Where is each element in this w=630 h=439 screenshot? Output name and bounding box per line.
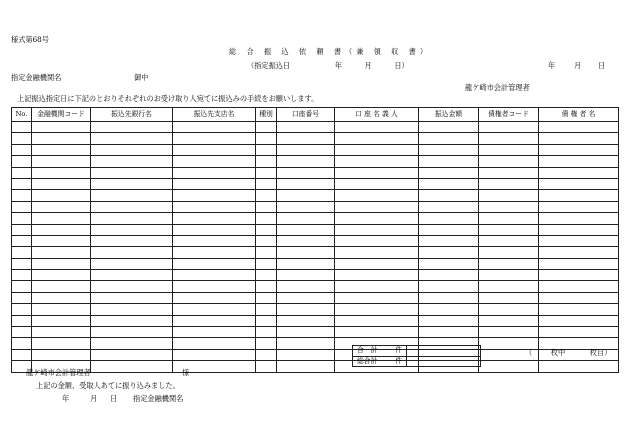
table-cell[interactable] [479,167,539,178]
table-cell[interactable] [32,247,91,258]
table-cell[interactable] [419,315,479,326]
column-header: 口 座 名 義 人 [335,108,419,122]
table-cell[interactable] [12,201,32,212]
table-cell[interactable] [277,304,335,315]
grand-total-unit: 件 [395,356,402,365]
table-cell[interactable] [12,178,32,189]
designated-transfer-date [247,62,409,69]
table-cell[interactable] [277,292,335,303]
table-cell[interactable] [539,304,619,315]
table-cell[interactable] [335,315,419,326]
table-cell[interactable] [335,190,419,201]
receipt-date-month: 月 [90,394,98,403]
table-cell[interactable] [173,281,256,292]
table-cell[interactable] [12,190,32,201]
table-cell[interactable] [91,190,173,201]
table-cell[interactable] [32,224,91,235]
table-cell[interactable] [32,315,91,326]
table-cell[interactable] [335,292,419,303]
table-cell[interactable] [91,349,173,360]
table-cell[interactable] [539,122,619,133]
table-cell[interactable] [539,201,619,212]
table-cell[interactable] [479,281,539,292]
issue-date-day: 日 [598,61,606,70]
table-cell[interactable] [479,258,539,269]
table-cell[interactable] [479,270,539,281]
table-cell[interactable] [173,144,256,155]
table-cell[interactable] [12,349,32,360]
table-cell[interactable] [256,292,277,303]
table-cell[interactable] [32,213,91,224]
table-cell[interactable] [256,315,277,326]
issuer-name: 龍ケ崎市会計管理者 [465,83,530,92]
table-cell[interactable] [173,315,256,326]
table-cell[interactable] [12,304,32,315]
table-cell[interactable] [91,338,173,349]
sheet-count [525,349,611,356]
table-cell[interactable] [32,235,91,246]
table-cell[interactable] [419,178,479,189]
table-cell[interactable] [419,247,479,258]
table-cell[interactable] [32,156,91,167]
table-cell[interactable] [419,258,479,269]
table-cell[interactable] [479,361,539,372]
table-cell[interactable] [539,167,619,178]
table-cell[interactable] [419,235,479,246]
table-cell[interactable] [91,315,173,326]
table-cell[interactable] [335,201,419,212]
table-cell[interactable] [173,190,256,201]
table-row [12,201,619,212]
table-cell[interactable] [32,349,91,360]
table-cell[interactable] [335,178,419,189]
document-title: 総 合 振 込 依 頼 書（兼 領 収 書） [229,47,432,56]
table-cell[interactable] [419,201,479,212]
table-row [12,247,619,258]
table-cell[interactable] [173,258,256,269]
table-cell[interactable] [32,327,91,338]
table-cell[interactable] [277,361,335,372]
table-cell[interactable] [12,213,32,224]
table-cell[interactable] [12,144,32,155]
table-cell[interactable] [277,122,335,133]
table-cell[interactable] [32,122,91,133]
table-row [12,178,619,189]
table-cell[interactable] [539,213,619,224]
table-cell[interactable] [173,304,256,315]
table-cell[interactable] [419,144,479,155]
table-cell[interactable] [256,361,277,372]
table-cell[interactable] [539,133,619,144]
table-cell[interactable] [173,327,256,338]
table-cell[interactable] [277,224,335,235]
table-cell[interactable] [256,270,277,281]
table-cell[interactable] [256,235,277,246]
table-cell[interactable] [419,167,479,178]
table-cell[interactable] [12,133,32,144]
table-cell[interactable] [479,327,539,338]
table-cell[interactable] [277,258,335,269]
table-cell[interactable] [256,338,277,349]
issue-date-month: 月 [574,61,582,70]
table-cell[interactable] [256,349,277,360]
table-cell[interactable] [32,190,91,201]
table-cell[interactable] [32,178,91,189]
column-header: 振込金額 [419,108,479,122]
table-cell[interactable] [173,224,256,235]
table-cell[interactable] [539,156,619,167]
designated-date-label: （指定振込日 [247,61,291,70]
table-cell[interactable] [419,190,479,201]
table-cell[interactable] [91,235,173,246]
table-row [12,167,619,178]
totals-table [352,345,481,367]
table-cell[interactable] [335,156,419,167]
table-row [12,304,619,315]
table-cell[interactable] [277,144,335,155]
table-row [12,213,619,224]
receipt-date-year: 年 [62,394,70,403]
sheet-count-page: 枚目） [589,348,612,357]
table-cell[interactable] [539,235,619,246]
table-cell[interactable] [539,190,619,201]
table-cell[interactable] [173,247,256,258]
table-cell[interactable] [335,235,419,246]
table-cell[interactable] [479,156,539,167]
table-row [12,270,619,281]
table-cell[interactable] [419,213,479,224]
transfer-table [11,107,619,373]
grand-total-label-cell [353,356,407,367]
table-cell[interactable] [277,201,335,212]
issue-date-year: 年 [548,61,556,70]
table-cell[interactable] [173,270,256,281]
table-cell[interactable] [539,281,619,292]
table-row [12,224,619,235]
table-cell[interactable] [479,247,539,258]
table-cell[interactable] [335,281,419,292]
table-cell[interactable] [419,122,479,133]
table-cell[interactable] [12,327,32,338]
column-header: 口座番号 [277,108,335,122]
table-cell[interactable] [32,281,91,292]
table-cell[interactable] [173,292,256,303]
table-cell[interactable] [539,361,619,372]
table-cell[interactable] [277,167,335,178]
table-cell[interactable] [12,122,32,133]
table-row [12,133,619,144]
table-cell[interactable] [277,327,335,338]
table-cell[interactable] [419,304,479,315]
table-cell[interactable] [539,270,619,281]
table-cell[interactable] [335,167,419,178]
table-cell[interactable] [479,178,539,189]
table-cell[interactable] [419,270,479,281]
designated-date-month: 月 [364,61,372,70]
table-cell[interactable] [12,156,32,167]
table-cell[interactable] [539,292,619,303]
table-cell[interactable] [12,167,32,178]
table-cell[interactable] [173,349,256,360]
table-cell[interactable] [479,201,539,212]
table-cell[interactable] [256,144,277,155]
table-cell[interactable] [256,190,277,201]
column-header: 債 権 者 名 [539,108,619,122]
grand-total-amount-cell[interactable] [407,356,481,367]
table-cell[interactable] [479,304,539,315]
form-number: 様式第68号 [11,35,49,44]
table-cell[interactable] [173,133,256,144]
table-cell[interactable] [91,144,173,155]
table-cell[interactable] [479,235,539,246]
table-cell[interactable] [479,292,539,303]
table-cell[interactable] [539,327,619,338]
table-cell[interactable] [335,304,419,315]
table-cell[interactable] [256,156,277,167]
request-statement: 上記振込指定日に下記のとおりそれぞれのお受け取り人宛てに振込みの手続をお願いします。 [17,94,319,103]
table-body [12,122,619,373]
table-cell[interactable] [539,144,619,155]
table-cell[interactable] [173,201,256,212]
table-cell[interactable] [479,213,539,224]
table-cell[interactable] [256,327,277,338]
table-cell[interactable] [277,190,335,201]
table-cell[interactable] [419,327,479,338]
table-cell[interactable] [173,122,256,133]
table-cell[interactable] [479,224,539,235]
table-cell[interactable] [335,270,419,281]
column-header: 種別 [256,108,277,122]
table-cell[interactable] [173,167,256,178]
bank-name-label: 指定金融機関名 [11,73,62,82]
table-cell[interactable] [277,235,335,246]
table-row [12,361,619,372]
table-row [12,258,619,269]
table-cell[interactable] [12,338,32,349]
subtotal-unit: 件 [395,346,402,355]
table-cell[interactable] [539,247,619,258]
table-cell[interactable] [32,201,91,212]
table-cell[interactable] [539,178,619,189]
table-cell[interactable] [256,304,277,315]
table-cell[interactable] [32,144,91,155]
receipt-bank-label: 指定金融機関名 [133,394,184,403]
table-cell[interactable] [277,270,335,281]
table-cell[interactable] [91,213,173,224]
table-cell[interactable] [32,167,91,178]
table-cell[interactable] [173,156,256,167]
table-cell[interactable] [419,224,479,235]
table-cell[interactable] [91,258,173,269]
table-cell[interactable] [12,315,32,326]
table-cell[interactable] [256,213,277,224]
subtotal-amount-cell[interactable] [407,346,481,357]
table-cell[interactable] [419,133,479,144]
table-cell[interactable] [256,178,277,189]
table-cell[interactable] [32,270,91,281]
table-row [12,235,619,246]
table-cell[interactable] [277,315,335,326]
sheet-count-of: 枚中 [550,348,566,357]
table-cell[interactable] [335,224,419,235]
table-cell[interactable] [539,258,619,269]
table-cell[interactable] [277,338,335,349]
table-cell[interactable] [12,224,32,235]
subtotal-label: 合 計 [357,346,378,355]
table-cell[interactable] [173,235,256,246]
table-cell[interactable] [419,281,479,292]
table-cell[interactable] [91,133,173,144]
table-cell[interactable] [419,156,479,167]
subtotal-label-cell [353,346,407,357]
addressee: 龍ケ崎市会計管理者 [26,368,91,377]
subtotal-row [353,346,481,357]
table-cell[interactable] [91,292,173,303]
table-cell[interactable] [256,133,277,144]
column-header: 振込先銀行名 [91,108,173,122]
table-cell[interactable] [335,133,419,144]
column-header: 振込先支店名 [173,108,256,122]
table-cell[interactable] [277,156,335,167]
table-cell[interactable] [335,122,419,133]
table-cell[interactable] [32,292,91,303]
table-row [12,292,619,303]
table-cell[interactable] [32,304,91,315]
table-cell[interactable] [335,327,419,338]
column-header: 債権者コード [479,108,539,122]
table-cell[interactable] [32,258,91,269]
table-cell[interactable] [173,178,256,189]
table-row [12,122,619,133]
table-cell[interactable] [12,270,32,281]
table-cell[interactable] [91,167,173,178]
table-cell[interactable] [91,270,173,281]
table-cell[interactable] [256,281,277,292]
table-cell[interactable] [277,247,335,258]
table-cell[interactable] [479,315,539,326]
table-cell[interactable] [277,281,335,292]
table-cell[interactable] [419,292,479,303]
table-cell[interactable] [256,201,277,212]
table-cell[interactable] [335,247,419,258]
designated-date-day: 日） [394,61,409,70]
table-cell[interactable] [539,224,619,235]
table-cell[interactable] [32,133,91,144]
table-row [12,144,619,155]
bank-honorific: 御中 [134,73,149,82]
table-cell[interactable] [91,281,173,292]
designated-date-year: 年 [334,61,342,70]
table-cell[interactable] [277,133,335,144]
table-cell[interactable] [277,213,335,224]
table-cell[interactable] [12,235,32,246]
table-row [12,156,619,167]
table-cell[interactable] [173,338,256,349]
table-cell[interactable] [479,144,539,155]
table-cell[interactable] [277,178,335,189]
table-cell[interactable] [91,156,173,167]
table-cell[interactable] [335,258,419,269]
column-header: No. [12,108,32,122]
table-cell[interactable] [12,292,32,303]
table-cell[interactable] [335,213,419,224]
received-statement: 上記の金額、受取人あてに振り込みました。 [36,381,180,390]
table-cell[interactable] [91,224,173,235]
table-cell[interactable] [12,281,32,292]
addressee-honorific: 様 [182,368,190,377]
grand-total-label: 総合計 [357,356,378,365]
table-cell[interactable] [91,247,173,258]
table-cell[interactable] [539,315,619,326]
table-row [12,190,619,201]
table-header-row [12,108,619,122]
table-cell[interactable] [91,201,173,212]
grand-total-row [353,356,481,367]
table-cell[interactable] [479,190,539,201]
table-cell[interactable] [335,144,419,155]
table-cell[interactable] [256,167,277,178]
table-cell[interactable] [479,122,539,133]
table-cell[interactable] [32,338,91,349]
table-row [12,281,619,292]
table-row [12,315,619,326]
table-cell[interactable] [91,327,173,338]
table-cell[interactable] [91,361,173,372]
sheet-count-open: （ [525,348,533,357]
table-cell[interactable] [479,133,539,144]
table-cell[interactable] [91,178,173,189]
table-row [12,327,619,338]
table-cell[interactable] [256,258,277,269]
column-header: 金融機関コード [32,108,91,122]
table-cell[interactable] [12,258,32,269]
table-cell[interactable] [91,122,173,133]
table-cell[interactable] [91,304,173,315]
table-cell[interactable] [12,247,32,258]
table-cell[interactable] [256,247,277,258]
table-cell[interactable] [173,213,256,224]
table-cell[interactable] [277,349,335,360]
table-cell[interactable] [256,122,277,133]
receipt-date-day: 日 [110,394,118,403]
table-cell[interactable] [256,224,277,235]
